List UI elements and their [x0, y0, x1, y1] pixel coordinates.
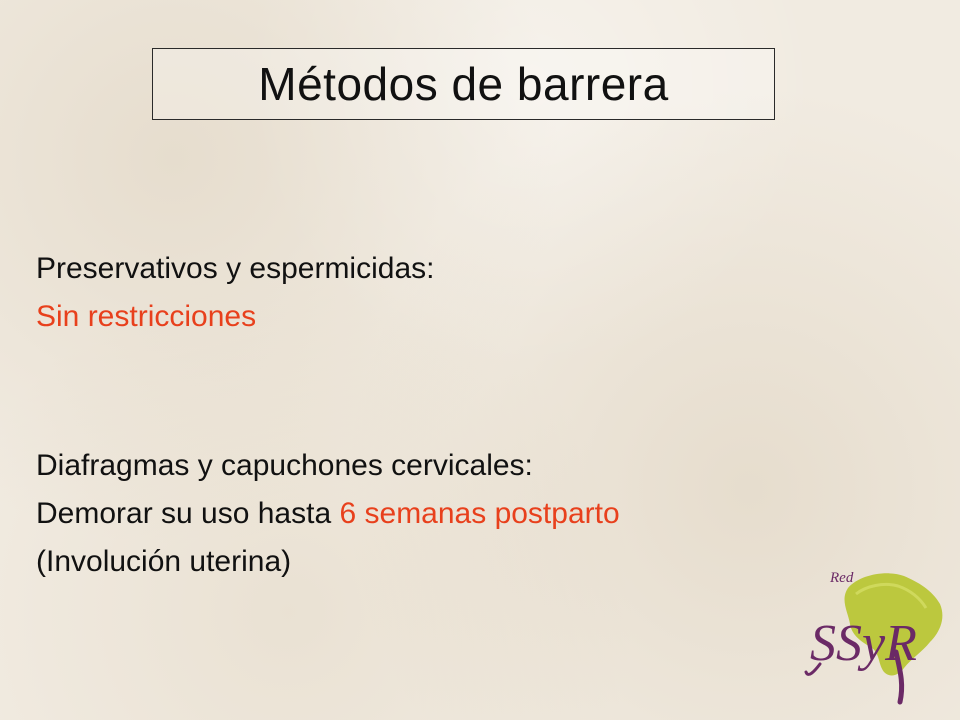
section2-line-highlight: 6 semanas postparto [339, 497, 620, 530]
section1-heading: Preservativos y espermicidas: [36, 252, 435, 285]
section1-note: Sin restricciones [36, 300, 257, 333]
logo-word-main: SSyR [810, 615, 917, 672]
title-box [152, 48, 775, 120]
section2-line3: (Involución uterina) [36, 545, 292, 578]
section-diafragmas [36, 442, 620, 586]
section2-line [36, 490, 620, 538]
slide-title: Métodos de barrera [258, 58, 669, 110]
red-ssyr-logo-icon [800, 560, 950, 710]
section2-heading: Diafragmas y capuchones cervicales: [36, 449, 533, 482]
section-preservativos [36, 245, 434, 341]
section2-line-prefix: Demorar su uso hasta [36, 497, 340, 530]
logo-word-small: Red [830, 570, 854, 586]
logo-graphic [800, 560, 950, 710]
